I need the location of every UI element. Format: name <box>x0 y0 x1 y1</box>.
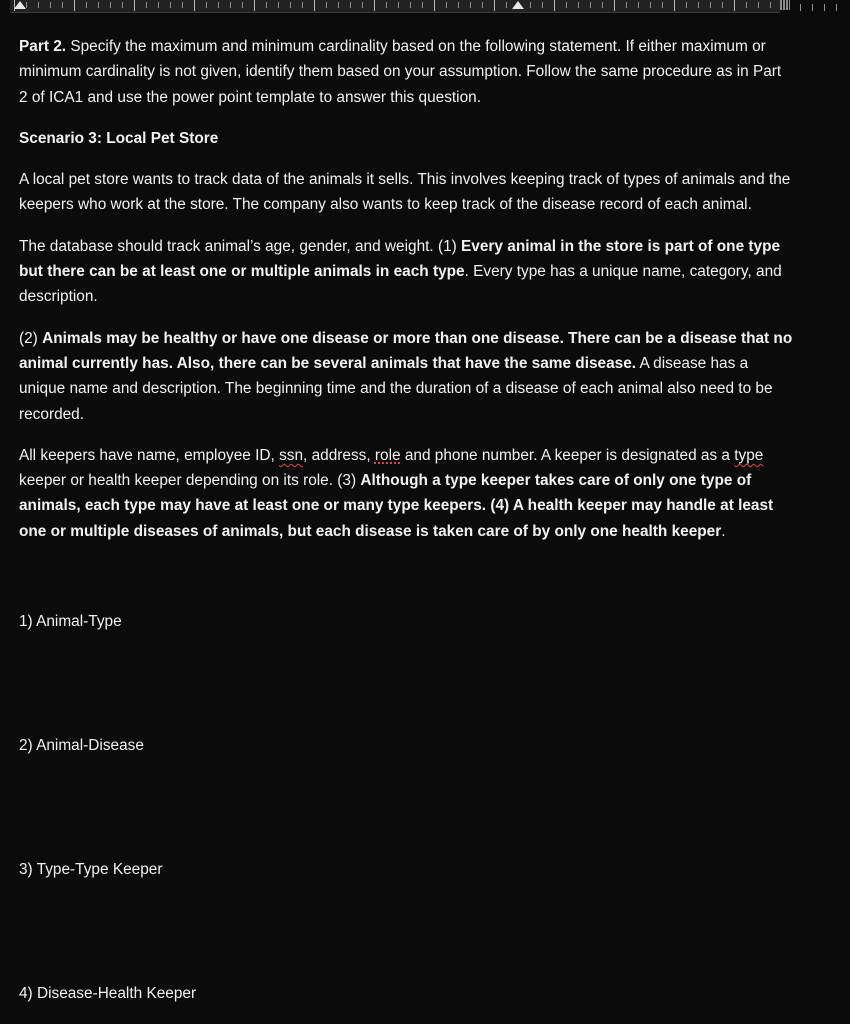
ruler-minor-tick <box>506 2 507 8</box>
ruler-minor-tick <box>98 2 99 8</box>
ruler-minor-tick <box>230 2 231 8</box>
p2-text-c: . Every type has a unique name, category, and description. <box>19 263 782 306</box>
ruler-minor-tick <box>278 2 279 8</box>
ruler-minor-tick <box>62 2 63 8</box>
ruler-minor-tick <box>38 2 39 8</box>
ruler-major-tick <box>434 0 435 11</box>
ruler-minor-tick <box>710 2 711 8</box>
ruler-major-tick <box>254 0 255 11</box>
ruler-minor-tick <box>86 2 87 8</box>
ruler-minor-tick <box>170 2 171 8</box>
part-instructions <box>19 34 794 110</box>
ruler-minor-tick <box>410 2 411 8</box>
ruler-minor-tick <box>530 2 531 8</box>
p4-text-b: , address, <box>303 446 375 464</box>
ruler-minor-tick <box>446 2 447 8</box>
ruler-minor-tick <box>458 2 459 8</box>
ruler-minor-tick <box>110 2 111 8</box>
ruler-minor-tick <box>602 2 603 8</box>
ruler-minor-tick <box>566 2 567 8</box>
p4-text-a: All keepers have name, employee ID, <box>19 446 280 464</box>
ruler-minor-tick <box>578 2 579 8</box>
ruler-minor-tick <box>338 2 339 8</box>
ruler-minor-tick <box>470 2 471 8</box>
p4-text-c: and phone number. A keeper is designated as a <box>400 446 735 464</box>
question-type-type-keeper: 3) Type-Type Keeper <box>19 861 163 878</box>
ruler-minor-tick <box>266 2 267 8</box>
ruler-end-tick <box>812 4 813 11</box>
ruler-minor-tick <box>386 2 387 8</box>
ruler-minor-tick <box>362 2 363 8</box>
p2-text-a: The database should track animal’s age, gender, and weight. (1) <box>19 237 462 255</box>
ruler-major-tick <box>554 0 555 11</box>
ruler-major-tick <box>314 0 315 11</box>
left-indent-marker[interactable] <box>14 1 26 9</box>
ruler-end-tick <box>824 4 825 11</box>
ruler-minor-tick <box>26 2 27 8</box>
ruler-grip-icon[interactable] <box>780 0 790 10</box>
ruler-band <box>10 0 780 13</box>
p2-bold-statement: Every animal in the store is part of one type but there can be at least one or multiple animals in each type <box>19 237 781 281</box>
p4-text-d: keeper or health keeper depending on its role. (3) <box>19 472 361 490</box>
ruler-major-tick <box>374 0 375 11</box>
document-body[interactable] <box>19 34 794 560</box>
paragraph-animal-disease <box>19 326 794 427</box>
paragraph-keepers <box>19 443 794 544</box>
ruler-major-tick <box>734 0 735 11</box>
ruler-end-tick <box>836 4 837 11</box>
scenario-title <box>19 126 794 151</box>
ruler-major-tick <box>134 0 135 11</box>
part-label: Part 2. <box>19 38 67 55</box>
grammar-flag-role[interactable]: role <box>374 446 401 464</box>
ruler-minor-tick <box>662 2 663 8</box>
ruler <box>0 0 850 14</box>
ruler-minor-tick <box>290 2 291 8</box>
ruler-major-tick <box>494 0 495 11</box>
ruler-minor-tick <box>686 2 687 8</box>
ruler-end-tick <box>800 4 801 11</box>
spelling-flag-ssn[interactable]: ssn <box>279 446 304 464</box>
ruler-minor-tick <box>182 2 183 8</box>
ruler-minor-tick <box>146 2 147 8</box>
ruler-minor-tick <box>590 2 591 8</box>
ruler-minor-tick <box>650 2 651 8</box>
ruler-minor-tick <box>242 2 243 8</box>
scenario-title-text: Scenario 3: Local Pet Store <box>19 129 219 147</box>
ruler-minor-tick <box>542 2 543 8</box>
question-disease-health-keeper: 4) Disease-Health Keeper <box>19 985 197 1002</box>
ruler-minor-tick <box>302 2 303 8</box>
ruler-major-tick <box>74 0 75 11</box>
question-animal-disease: 2) Animal-Disease <box>19 737 144 754</box>
ruler-major-tick <box>614 0 615 11</box>
ruler-minor-tick <box>398 2 399 8</box>
part-text: Specify the maximum and minimum cardinality based on the following statement. If either maximum or minimum cardinality is not given, identify them based on your assumption. Follow the same procedure as in Part 2 of ICA1 and use the power point template to answer this question. <box>19 38 782 106</box>
ruler-minor-tick <box>758 2 759 8</box>
question-animal-type: 1) Animal-Type <box>19 613 122 630</box>
p4-bold-statement: Although a type keeper takes care of only one type of animals, each type may have at least one or many type keepers. (4) A health keeper may handle at least one or multiple diseases of animals, but each disease is taken care of by only one health keeper <box>19 472 774 540</box>
ruler-minor-tick <box>746 2 747 8</box>
ruler-minor-tick <box>206 2 207 8</box>
ruler-minor-tick <box>158 2 159 8</box>
ruler-minor-tick <box>422 2 423 8</box>
right-indent-marker[interactable] <box>512 1 524 9</box>
ruler-minor-tick <box>482 2 483 8</box>
spelling-flag-type[interactable]: type <box>734 446 764 464</box>
p4-text-f: . <box>721 522 726 540</box>
intro-paragraph: A local pet store wants to track data of the animals it sells. This involves keeping track of types of animals and the keepers who work at the store. The company also wants to keep track of the disease record of each animal. <box>19 171 791 214</box>
ruler-minor-tick <box>638 2 639 8</box>
ruler-minor-tick <box>698 2 699 8</box>
ruler-minor-tick <box>626 2 627 8</box>
ruler-major-tick <box>194 0 195 11</box>
ruler-minor-tick <box>326 2 327 8</box>
paragraph-animal-type <box>19 234 794 310</box>
p3-text-a: (2) <box>19 329 43 347</box>
ruler-minor-tick <box>218 2 219 8</box>
p3-text-c: A disease has a unique name and description. The beginning time and the duration of a disease of each animal also need to be recorded. <box>19 354 773 423</box>
ruler-minor-tick <box>350 2 351 8</box>
ruler-minor-tick <box>122 2 123 8</box>
ruler-minor-tick <box>50 2 51 8</box>
ruler-minor-tick <box>770 2 771 8</box>
ruler-minor-tick <box>722 2 723 8</box>
ruler-major-tick <box>674 0 675 11</box>
p3-bold-statement: Animals may be healthy or have one disease or more than one disease. There can be a disease that no animal currently has. Also, there can be several animals that have the same disease. <box>19 329 793 372</box>
